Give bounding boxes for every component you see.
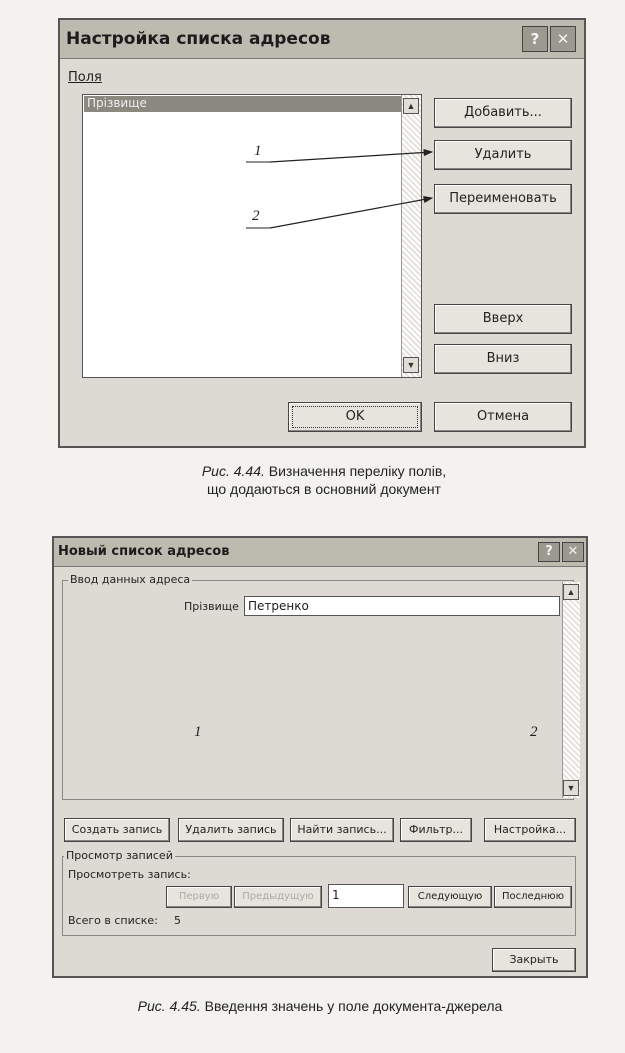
close-dialog-button[interactable]: Закрыть [492,948,576,972]
rename-button[interactable]: Переименовать [434,184,572,214]
cancel-button[interactable]: Отмена [434,402,572,432]
close-button[interactable]: ✕ [562,542,584,562]
scroll-up-arrow-icon[interactable]: ▲ [403,98,419,114]
figure-caption-2 [40,998,600,1014]
dialog-title: Новый список адресов [58,544,230,559]
scroll-down-arrow-icon[interactable]: ▼ [403,357,419,373]
previous-record-button[interactable]: Предыдущую [234,886,322,908]
annotation-1: 1 [194,724,202,740]
help-button[interactable]: ? [522,26,548,52]
fields-label: Поля [68,70,102,85]
scroll-up-arrow-icon[interactable]: ▲ [563,584,579,600]
figure-caption-1 [60,462,588,498]
new-address-list-dialog [52,536,588,978]
help-button[interactable]: ? [538,542,560,562]
address-entry-group-title: Ввод данных адреса [70,573,191,586]
list-item-label: Прізвище [87,96,147,110]
surname-input[interactable] [244,596,560,616]
total-value: 5 [174,914,181,927]
annotation-1: 1 [254,143,262,159]
settings-button[interactable]: Настройка... [484,818,576,842]
view-records-group-title: Просмотр записей [66,849,173,862]
figure-number: Рис. 4.44. [201,463,265,479]
filter-button[interactable]: Фильтр... [400,818,472,842]
view-record-label: Просмотреть запись: [68,868,191,881]
surname-value: Петренко [248,599,309,613]
figure-number: Рис. 4.45. [137,998,201,1014]
annotation-2: 2 [252,208,260,224]
close-button[interactable]: ✕ [550,26,576,52]
first-record-button[interactable]: Первую [166,886,232,908]
next-record-button[interactable]: Следующую [408,886,492,908]
create-record-button[interactable]: Создать запись [64,818,170,842]
record-number-value: 1 [332,888,340,902]
move-up-button[interactable]: Вверх [434,304,572,334]
last-record-button[interactable]: Последнюю [494,886,572,908]
surname-label: Прізвище [184,600,239,613]
annotation-2: 2 [530,724,538,740]
dialog-title: Настройка списка адресов [66,29,331,49]
add-button[interactable]: Добавить... [434,98,572,128]
delete-record-button[interactable]: Удалить запись [178,818,284,842]
scroll-down-arrow-icon[interactable]: ▼ [563,780,579,796]
delete-button[interactable]: Удалить [434,140,572,170]
ok-button[interactable]: OK [288,402,422,432]
caption-line-1: Визначення переліку полів, [268,463,447,479]
entry-scrollbar[interactable] [562,582,580,798]
record-number-input[interactable] [328,884,404,908]
find-record-button[interactable]: Найти запись... [290,818,394,842]
caption-text: Введення значень у поле документа-джерела [204,998,503,1014]
move-down-button[interactable]: Вниз [434,344,572,374]
caption-line-2: що додаються в основний документ [207,481,441,497]
total-label: Всего в списке: [68,914,158,927]
